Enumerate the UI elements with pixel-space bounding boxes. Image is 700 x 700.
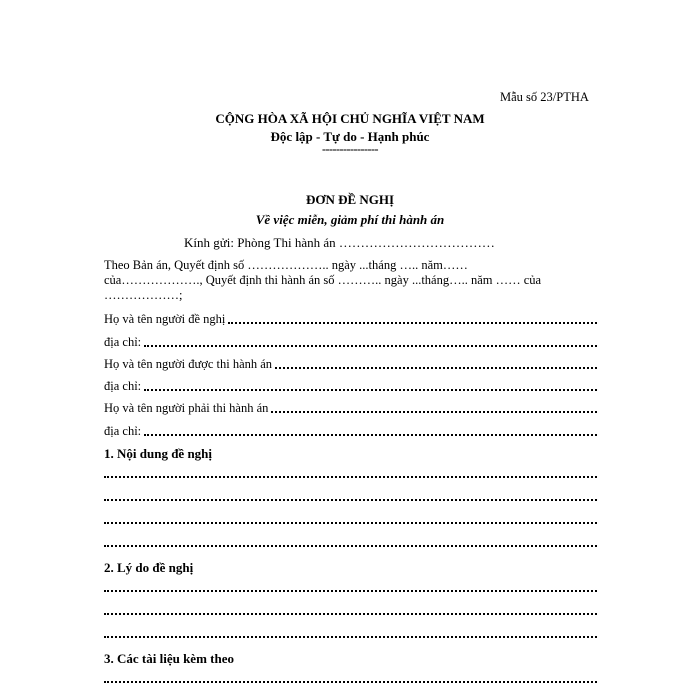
section-content-heading: 1. Nội dung đề nghị — [104, 446, 213, 461]
beneficiary-address-label: địa chỉ: — [104, 379, 142, 393]
judgment-line-2: của………………., Quyết định thi hành án số ……….. ngày ...tháng….. năm …… của — [104, 273, 542, 287]
requester-name-label: Họ và tên người đề nghị — [104, 312, 226, 326]
content-line-2[interactable] — [104, 495, 597, 501]
section-reason-heading: 2. Lý do đề nghị — [104, 560, 194, 575]
beneficiary-address-field[interactable] — [104, 379, 597, 394]
requester-address-field[interactable] — [104, 335, 597, 350]
motto: Độc lập - Tự do - Hạnh phúc — [270, 129, 430, 144]
reason-line-2[interactable] — [104, 609, 597, 615]
document-title: ĐƠN ĐỀ NGHỊ — [305, 192, 395, 207]
national-title: CỘNG HÒA XÃ HỘI CHỦ NGHĨA VIỆT NAM — [215, 111, 485, 126]
requester-address-blank[interactable] — [144, 344, 597, 347]
obligor-name-blank[interactable] — [271, 410, 597, 413]
separator: ---------------- — [322, 142, 378, 156]
requester-name-field[interactable] — [104, 312, 597, 327]
requester-name-blank[interactable] — [228, 321, 597, 324]
recipient-line: Kính gửi: Phòng Thi hành án ……………………………… — [184, 235, 495, 250]
obligor-name-label: Họ và tên người phải thi hành án — [104, 401, 269, 415]
judgment-line-1: Theo Bản án, Quyết định số ……………….. ngày ...tháng ….. năm…… — [104, 258, 468, 272]
obligor-address-field[interactable] — [104, 424, 597, 439]
content-line-3[interactable] — [104, 518, 597, 524]
beneficiary-name-blank[interactable] — [275, 366, 597, 369]
reason-line-1[interactable] — [104, 586, 597, 592]
obligor-address-blank[interactable] — [144, 433, 597, 436]
documents-line-1[interactable] — [104, 677, 597, 683]
form-number: Mẫu số 23/PTHA — [500, 90, 589, 104]
content-line-1[interactable] — [104, 472, 597, 478]
beneficiary-name-label: Họ và tên người được thi hành án — [104, 357, 273, 371]
beneficiary-address-blank[interactable] — [144, 388, 597, 391]
content-line-4[interactable] — [104, 541, 597, 547]
obligor-name-field[interactable] — [104, 401, 597, 416]
beneficiary-name-field[interactable] — [104, 357, 597, 372]
document-subtitle: Về việc miễn, giảm phí thi hành án — [255, 212, 445, 227]
section-documents-heading: 3. Các tài liệu kèm theo — [104, 651, 234, 666]
judgment-line-3: ………………; — [104, 288, 183, 302]
reason-line-3[interactable] — [104, 632, 597, 638]
requester-address-label: địa chỉ: — [104, 335, 142, 349]
obligor-address-label: địa chỉ: — [104, 424, 142, 438]
